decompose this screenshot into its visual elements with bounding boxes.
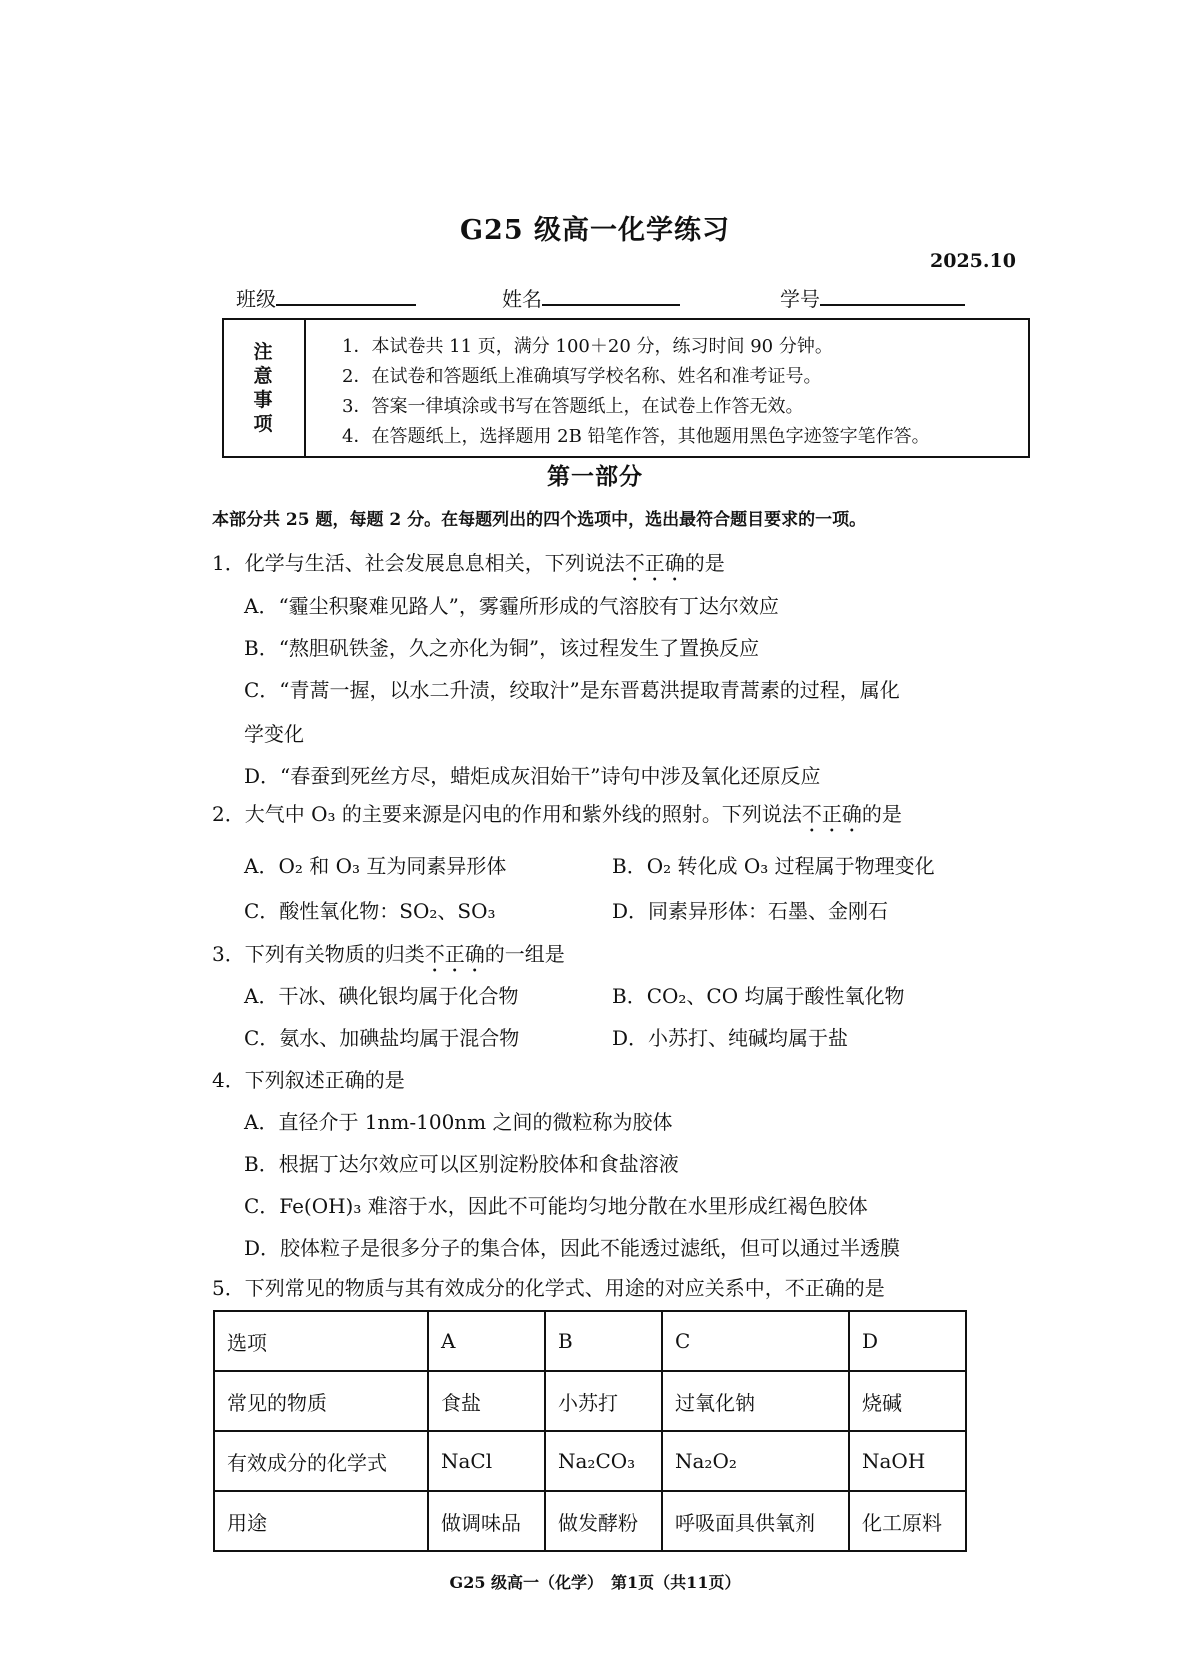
table-cell: 小苏打	[545, 1371, 662, 1431]
table-cell: 做发酵粉	[545, 1491, 662, 1551]
table-cell: 常见的物质	[214, 1371, 428, 1431]
table-cell: Na₂CO₃	[545, 1431, 662, 1491]
table-row	[214, 1491, 966, 1551]
class-label: 班级	[236, 287, 276, 311]
question-3-stem	[212, 938, 565, 977]
question-5-stem	[212, 1272, 885, 1301]
stem-emphasis: 不正确	[624, 551, 685, 575]
table-cell: 化工原料	[849, 1491, 966, 1551]
question-1-stem	[212, 547, 725, 586]
stem-emphasis: 不正确	[801, 802, 862, 826]
table-cell: 烧碱	[849, 1371, 966, 1431]
exam-date: 2025.10	[930, 250, 1016, 272]
table-cell: 过氧化钠	[662, 1371, 849, 1431]
name-field[interactable]	[502, 283, 680, 312]
table-cell: NaCl	[428, 1431, 545, 1491]
stem-text: 4．下列叙述正确的是	[212, 1068, 405, 1092]
question-3-option-d: D．小苏打、纯碱均属于盐	[612, 1026, 849, 1050]
question-3-option-a: A．干冰、碘化银均属于化合物	[244, 984, 519, 1008]
question-2-option-c: C．酸性氧化物：SO₂、SO₃	[244, 899, 496, 923]
stem-text: 1．化学与生活、社会发展息息相关，下列说法	[212, 551, 625, 575]
question-1-option-c: C．“青蒿一握，以水二升渍，绞取汁”是东晋葛洪提取青蒿素的过程，属化	[244, 678, 900, 702]
section-title: 第一部分	[547, 463, 643, 490]
question-1-option-c-cont: 学变化	[244, 722, 304, 746]
table-cell: C	[662, 1311, 849, 1371]
class-field[interactable]	[236, 283, 416, 312]
table-cell: A	[428, 1311, 545, 1371]
question-4-option-b: B．根据丁达尔效应可以区别淀粉胶体和食盐溶液	[244, 1152, 679, 1176]
table-cell: B	[545, 1311, 662, 1371]
table-row	[214, 1431, 966, 1491]
student-id-input-line[interactable]	[820, 286, 965, 306]
stem-text: 的是	[684, 551, 725, 575]
question-2-option-b: B．O₂ 转化成 O₃ 过程属于物理变化	[612, 854, 935, 878]
name-input-line[interactable]	[542, 286, 680, 306]
question-3-option-b: B．CO₂、CO 均属于酸性氧化物	[612, 984, 905, 1008]
name-label: 姓名	[502, 287, 542, 311]
table-cell: D	[849, 1311, 966, 1371]
notice-item: 3．答案一律填涂或书写在答题纸上，在试卷上作答无效。	[342, 396, 804, 417]
question-1-option-a: A．“霾尘积聚难见路人”，雾霾所形成的气溶胶有丁达尔效应	[244, 594, 779, 618]
question-5-table	[213, 1310, 967, 1552]
exam-title: G25 级高一化学练习	[459, 215, 731, 246]
table-cell: 呼吸面具供氧剂	[662, 1491, 849, 1551]
section-instruction: 本部分共 25 题，每题 2 分。在每题列出的四个选项中，选出最符合题目要求的一项。	[212, 510, 867, 530]
notice-item: 4．在答题纸上，选择题用 2B 铅笔作答，其他题用黑色字迹签字笔作答。	[342, 426, 930, 447]
question-2-option-a: A．O₂ 和 O₃ 互为同素异形体	[244, 854, 507, 878]
stem-text: 2．大气中 O₃ 的主要来源是闪电的作用和紫外线的照射。下列说法	[212, 802, 802, 826]
table-cell: 有效成分的化学式	[214, 1431, 428, 1491]
table-cell: NaOH	[849, 1431, 966, 1491]
stem-text: 的是	[861, 802, 902, 826]
stem-text: 5．下列常见的物质与其有效成分的化学式、用途的对应关系中，不正确的是	[212, 1276, 885, 1300]
stem-text: 的一组是	[484, 942, 565, 966]
table-cell: 选项	[214, 1311, 428, 1371]
stem-text: 3．下列有关物质的归类	[212, 942, 425, 966]
table-cell: 食盐	[428, 1371, 545, 1431]
notice-box	[222, 318, 1030, 458]
notice-side-label: 注意事项	[253, 341, 273, 435]
question-4-option-d: D．胶体粒子是很多分子的集合体，因此不能透过滤纸，但可以通过半透膜	[244, 1236, 901, 1260]
question-4-option-c: C．Fe(OH)₃ 难溶于水，因此不可能均匀地分散在水里形成红褐色胶体	[244, 1194, 868, 1218]
question-1-option-d: D．“春蚕到死丝方尽，蜡炬成灰泪始干”诗句中涉及氧化还原反应	[244, 764, 821, 788]
notice-side	[224, 320, 306, 456]
notice-item: 2．在试卷和答题纸上准确填写学校名称、姓名和准考证号。	[342, 366, 822, 387]
question-3-option-c: C．氨水、加碘盐均属于混合物	[244, 1026, 520, 1050]
table-cell: 做调味品	[428, 1491, 545, 1551]
class-input-line[interactable]	[276, 286, 416, 306]
table-row	[214, 1371, 966, 1431]
question-2-stem	[212, 798, 902, 837]
student-id-label: 学号	[780, 287, 820, 311]
question-2-option-d: D．同素异形体：石墨、金刚石	[612, 899, 889, 923]
student-id-field[interactable]	[780, 283, 965, 312]
question-4-option-a: A．直径介于 1nm-100nm 之间的微粒称为胶体	[244, 1110, 673, 1134]
table-row	[214, 1311, 966, 1371]
table-cell: Na₂O₂	[662, 1431, 849, 1491]
notice-item: 1．本试卷共 11 页，满分 100＋20 分，练习时间 90 分钟。	[342, 336, 833, 357]
table-cell: 用途	[214, 1491, 428, 1551]
stem-emphasis: 不正确	[424, 942, 485, 966]
page-footer: G25 级高一（化学） 第1页（共11页）	[449, 1573, 741, 1592]
question-4-stem	[212, 1064, 405, 1093]
question-1-option-b: B．“熬胆矾铁釜，久之亦化为铜”，该过程发生了置换反应	[244, 636, 760, 660]
